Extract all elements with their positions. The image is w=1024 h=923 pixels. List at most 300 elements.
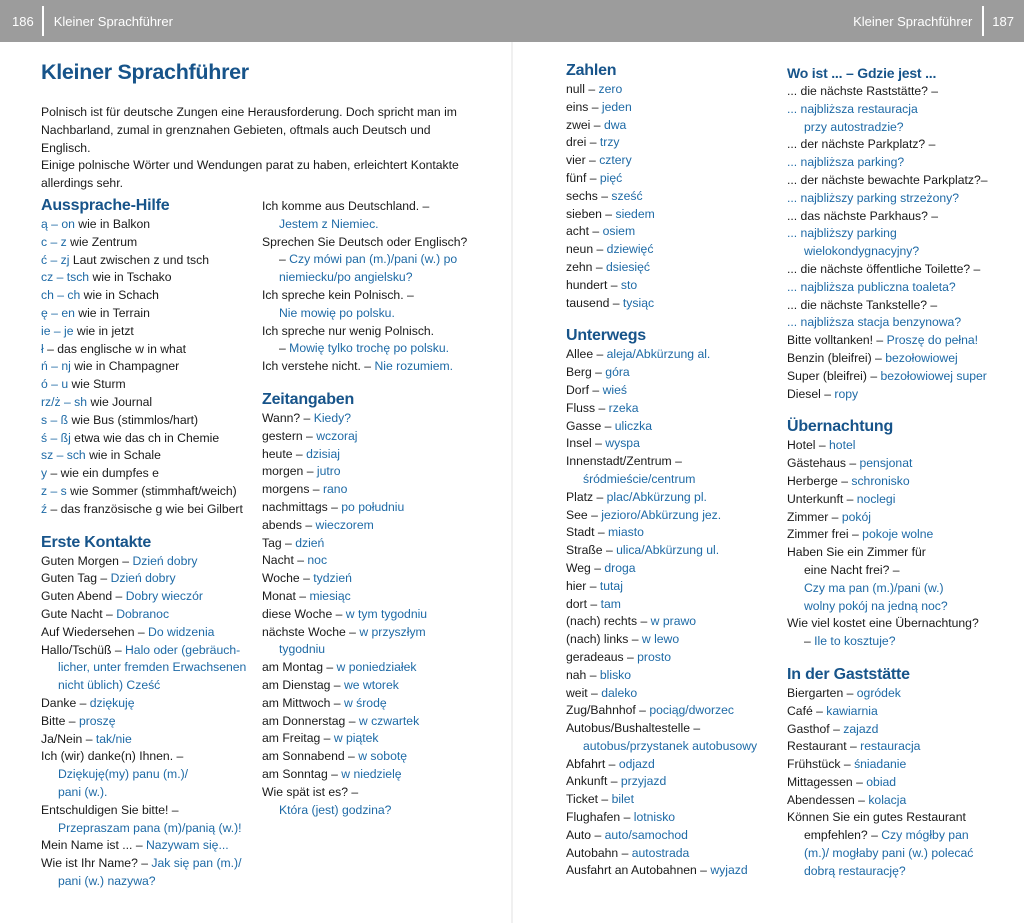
intro-line: Nachbarland, zumal in grenznahen Gebieten, oftmals auch Deutsch und Englisch. xyxy=(41,122,431,155)
polish-text: kawiarnia xyxy=(826,703,878,718)
polish-text: pokoje wolne xyxy=(862,527,934,542)
phrase-line xyxy=(262,659,477,677)
polish-text: ... najbliższa stacja benzynowa? xyxy=(787,315,962,330)
phrase-line xyxy=(787,83,1012,101)
german-text: Ich komme aus Deutschland. – xyxy=(262,199,430,213)
german-text: Benzin (bleifrei) – xyxy=(787,350,886,365)
phrase-line xyxy=(262,446,477,464)
phrase-line xyxy=(787,136,1012,154)
phrase-line xyxy=(787,685,1012,703)
polish-text: w poniedziałek xyxy=(336,660,417,675)
polish-text: autostrada xyxy=(631,845,690,860)
german-text: wie in Schale xyxy=(85,448,161,463)
phrase-line xyxy=(787,827,1012,845)
polish-text: Jestem z Niemiec. xyxy=(279,216,379,231)
phrase-line xyxy=(566,702,781,720)
phrase-line xyxy=(41,784,256,802)
polish-text: pensjonat xyxy=(859,456,913,471)
phrase-line xyxy=(262,287,477,305)
phrase-line xyxy=(566,631,781,649)
phrase-line xyxy=(787,721,1012,739)
phrase-line xyxy=(566,578,781,596)
phrase-line xyxy=(262,340,477,358)
phrase-line xyxy=(41,358,256,376)
german-text: – xyxy=(804,634,815,649)
german-text: Ich (wir) danke(n) Ihnen. – xyxy=(41,749,184,764)
phrase-line xyxy=(262,641,477,659)
polish-text: ę – en xyxy=(41,305,75,320)
polish-text: Dzień dobry xyxy=(132,553,198,568)
german-text: Diesel – xyxy=(787,386,835,401)
phrase-line xyxy=(787,526,1012,544)
polish-text: Dzień dobry xyxy=(110,571,176,586)
german-text: Auto – xyxy=(566,827,605,842)
phrase-line xyxy=(566,685,781,703)
polish-text: noclegi xyxy=(856,491,896,506)
german-text: wie Journal xyxy=(87,394,153,409)
phrase-line xyxy=(566,346,781,364)
polish-text: tysiąc xyxy=(622,295,655,310)
phrase-line xyxy=(566,188,781,206)
polish-text: miesiąc xyxy=(309,588,351,603)
german-text: Ankunft – xyxy=(566,774,621,789)
german-text: sechs – xyxy=(566,188,612,203)
polish-text: góra xyxy=(605,365,630,380)
phrase-line xyxy=(566,560,781,578)
phrase-line xyxy=(787,774,1012,792)
phrase-line xyxy=(566,773,781,791)
phrase-line xyxy=(41,873,256,891)
german-text: Abendessen – xyxy=(787,792,869,807)
german-text: ... das nächste Parkhaus? – xyxy=(787,208,939,223)
phrase-line xyxy=(262,428,477,446)
polish-text: tam xyxy=(600,596,621,611)
polish-text: trzy xyxy=(599,135,620,150)
polish-text: w lewo xyxy=(641,632,680,647)
phrase-line xyxy=(262,784,477,802)
polish-text: ł xyxy=(41,341,44,356)
phrase-line xyxy=(566,809,781,827)
phrase-line xyxy=(787,314,1012,332)
phrase-line xyxy=(41,234,256,252)
phrase-line xyxy=(41,766,256,784)
phrase-line xyxy=(566,649,781,667)
right-running-title: Kleiner Sprachführer xyxy=(853,13,973,29)
german-text: (nach) links – xyxy=(566,632,642,647)
german-text: – das französische g wie bei Gilbert xyxy=(47,501,243,516)
phrase-line xyxy=(787,455,1012,473)
polish-text: kolacja xyxy=(868,792,907,807)
german-text: gestern – xyxy=(262,428,317,443)
phrase-line xyxy=(41,659,256,677)
polish-text: z – s xyxy=(41,483,67,498)
polish-text: proszę xyxy=(78,713,116,728)
polish-text: wyjazd xyxy=(710,863,748,878)
german-text: zwei – xyxy=(566,117,604,132)
german-text: Können Sie ein gutes Restaurant xyxy=(787,810,966,825)
polish-text: ropy xyxy=(834,386,859,401)
polish-text: sto xyxy=(620,277,638,292)
polish-text: c – z xyxy=(41,234,67,249)
german-text: Auf Wiedersehen – xyxy=(41,624,149,639)
phrase-line xyxy=(262,216,477,234)
german-text: hundert – xyxy=(566,277,621,292)
phrase-line xyxy=(41,287,256,305)
left-page-header xyxy=(0,0,512,42)
polish-text: bezołowiowej xyxy=(885,350,958,365)
phrase-line xyxy=(787,172,1012,190)
polish-text: ... najbliższy parking xyxy=(787,226,897,241)
polish-text: Nazywam się... xyxy=(145,838,229,853)
german-text: Bitte – xyxy=(41,713,79,728)
section-heading: Übernachtung xyxy=(787,418,894,436)
phrase-line xyxy=(262,251,477,269)
german-text: Gasse – xyxy=(566,418,615,433)
german-text: Restaurant – xyxy=(787,739,861,754)
german-text: am Mittwoch – xyxy=(262,695,344,710)
german-text: Flughafen – xyxy=(566,810,634,825)
german-text: Straße – xyxy=(566,543,617,558)
german-text: Wie viel kostet eine Übernachtung? xyxy=(787,616,979,631)
phrase-line xyxy=(787,297,1012,315)
phrase-line xyxy=(566,738,781,756)
phrase-line xyxy=(41,483,256,501)
german-text: etwa wie das ch in Chemie xyxy=(70,430,220,445)
phrase-line xyxy=(262,713,477,731)
polish-text: plac/Abkürzung pl. xyxy=(606,489,707,504)
phrase-line xyxy=(566,418,781,436)
phrase-line xyxy=(566,259,781,277)
phrase-line xyxy=(787,190,1012,208)
polish-text: Czy mógłby pan xyxy=(881,828,969,843)
phrase-line xyxy=(262,570,477,588)
polish-text: tygodniu xyxy=(279,642,326,657)
polish-text: ź xyxy=(41,501,48,516)
german-text: null – xyxy=(566,82,599,96)
polish-text: odjazd xyxy=(618,756,655,771)
phrase-line xyxy=(787,368,1012,386)
german-text: Abfahrt – xyxy=(566,756,619,771)
section-heading: In der Gaststätte xyxy=(787,665,910,683)
phrase-line xyxy=(41,570,256,588)
german-text: drei – xyxy=(566,135,600,150)
polish-text: ś – ßj xyxy=(41,430,71,445)
german-text: tausend – xyxy=(566,295,623,310)
polish-text: daleko xyxy=(601,685,638,700)
polish-text: Dziękuję(my) panu (m.)/ xyxy=(58,767,189,782)
phrase-line xyxy=(566,99,781,117)
polish-text: ń – nj xyxy=(41,359,71,374)
polish-text: w niedzielę xyxy=(341,766,402,781)
phrase-line xyxy=(787,101,1012,119)
phrase-line xyxy=(262,766,477,784)
polish-text: dobrą restaurację? xyxy=(804,863,906,878)
intro-line: Einige polnische Wörter und Wendungen parat zu haben, erleichtert Kontakte xyxy=(41,158,459,173)
phrase-line xyxy=(41,216,256,234)
german-text: Biergarten – xyxy=(787,685,857,700)
phrase-line xyxy=(41,731,256,749)
polish-text: auto/samochod xyxy=(604,827,688,842)
german-text: zehn – xyxy=(566,259,606,274)
polish-text: cztery xyxy=(599,153,632,168)
phrase-line xyxy=(566,720,781,738)
left-page-number: 186 xyxy=(12,13,34,29)
book-gutter xyxy=(511,42,513,923)
polish-text: zero xyxy=(598,82,623,96)
polish-text: niemiecku/po angielsku? xyxy=(279,270,413,285)
phrase-line xyxy=(41,606,256,624)
phrase-line xyxy=(787,509,1012,527)
phrase-line xyxy=(262,552,477,570)
polish-text: w środę xyxy=(343,695,387,710)
phrase-line xyxy=(787,437,1012,455)
german-text: Berg – xyxy=(566,365,606,380)
german-text: Guten Abend – xyxy=(41,589,126,604)
german-text: Wie ist Ihr Name? – xyxy=(41,856,152,871)
german-text: Stadt – xyxy=(566,525,609,540)
german-text: am Freitag – xyxy=(262,731,334,746)
polish-text: wczoraj xyxy=(316,428,358,443)
german-text: empfehlen? – xyxy=(804,828,882,843)
phrase-line xyxy=(787,225,1012,243)
german-text: – xyxy=(279,341,290,356)
polish-text: s – ß xyxy=(41,412,69,427)
intro-paragraph xyxy=(41,104,481,193)
phrase-line xyxy=(566,206,781,224)
polish-text: jeden xyxy=(601,99,632,114)
german-text: dort – xyxy=(566,596,601,611)
phrase-line xyxy=(262,517,477,535)
german-text: weit – xyxy=(566,685,602,700)
phrase-line xyxy=(41,501,256,519)
phrase-line xyxy=(41,588,256,606)
german-text: Entschuldigen Sie bitte! – xyxy=(41,802,179,817)
polish-text: w przyszłym xyxy=(359,624,426,639)
polish-text: blisko xyxy=(599,667,632,682)
german-text: wie Sturm xyxy=(68,377,126,392)
polish-text: Nie mowię po polsku. xyxy=(279,305,395,320)
polish-text: aleja/Abkürzung al. xyxy=(606,347,711,362)
polish-text: w czwartek xyxy=(358,713,420,728)
phrase-line xyxy=(787,544,1012,562)
phrase-line xyxy=(262,748,477,766)
german-text: morgens – xyxy=(262,482,323,497)
phrase-line xyxy=(787,792,1012,810)
german-text: hier – xyxy=(566,578,600,593)
german-text: Zimmer frei – xyxy=(787,527,863,542)
german-text: heute – xyxy=(262,446,307,461)
polish-text: przyjazd xyxy=(620,774,667,789)
polish-text: Dobry wieczór xyxy=(125,589,203,604)
phrase-line xyxy=(566,81,781,99)
phrase-line xyxy=(262,677,477,695)
section-spacer xyxy=(566,312,781,326)
german-text: See – xyxy=(566,507,602,522)
phrase-line xyxy=(262,606,477,624)
phrase-line xyxy=(566,134,781,152)
german-text: geradeaus – xyxy=(566,649,638,664)
intro-line: Polnisch ist für deutsche Zungen eine Herausforderung. Doch spricht man im xyxy=(41,105,457,119)
polish-text: przy autostradzie? xyxy=(804,119,904,134)
phrase-line xyxy=(566,542,781,560)
phrase-line xyxy=(787,491,1012,509)
german-text: Dorf – xyxy=(566,382,603,397)
polish-text: Dobranoc xyxy=(116,606,170,621)
left-running-title: Kleiner Sprachführer xyxy=(53,13,173,29)
phrase-line xyxy=(787,243,1012,261)
page-title: Kleiner Sprachführer xyxy=(41,60,249,84)
phrase-line xyxy=(787,863,1012,881)
polish-text: osiem xyxy=(602,224,636,239)
polish-text: Ile to kosztuje? xyxy=(814,634,896,649)
german-text: am Sonntag – xyxy=(262,766,342,781)
polish-text: tydzień xyxy=(313,571,352,586)
phrase-line xyxy=(262,234,477,252)
phrase-line xyxy=(566,862,781,880)
phrase-line xyxy=(787,615,1012,633)
phrase-line xyxy=(566,507,781,525)
german-text: nachmittags – xyxy=(262,499,342,514)
german-text: Ticket – xyxy=(566,792,612,807)
polish-text: restauracja xyxy=(860,739,921,754)
german-text: Mittagessen – xyxy=(787,774,867,789)
polish-text: Która (jest) godzina? xyxy=(279,802,392,817)
phrase-line xyxy=(41,269,256,287)
german-text: am Montag – xyxy=(262,660,337,675)
phrase-line xyxy=(787,154,1012,172)
polish-text: ą – on xyxy=(41,217,75,231)
polish-text: ó – u xyxy=(41,377,69,392)
phrase-line xyxy=(41,252,256,270)
polish-text: wielokondygnacyjny? xyxy=(804,244,920,259)
german-text: am Sonnabend – xyxy=(262,749,359,764)
german-text: wie in jetzt xyxy=(73,323,134,338)
polish-text: w tym tygodniu xyxy=(345,606,428,621)
german-text: acht – xyxy=(566,224,603,239)
polish-text: (m.)/ mogłaby pani (w.) polecać xyxy=(804,846,974,861)
phrase-line xyxy=(262,358,477,376)
polish-text: Halo oder (gebräuch- xyxy=(125,642,241,657)
phrase-line xyxy=(787,350,1012,368)
polish-text: ulica/Abkürzung ul. xyxy=(616,543,720,558)
german-text: Hotel – xyxy=(787,438,830,453)
section-heading: Aussprache-Hilfe xyxy=(41,197,170,214)
polish-text: wieś xyxy=(602,382,627,397)
german-text: Allee – xyxy=(566,347,607,362)
german-text: Nacht – xyxy=(262,553,308,568)
german-text: – wie ein dumpfes e xyxy=(47,466,159,481)
section-heading: Zahlen xyxy=(566,62,617,79)
german-text: wie Sommer (stimmhaft/weich) xyxy=(66,483,237,498)
polish-text: sz – sch xyxy=(41,448,86,463)
polish-text: wieczorem xyxy=(315,517,374,532)
phrase-line xyxy=(41,394,256,412)
german-text: Zug/Bahnhof – xyxy=(566,703,650,718)
polish-text: lotnisko xyxy=(633,810,676,825)
polish-text: hotel xyxy=(829,438,856,453)
polish-text: we wtorek xyxy=(343,677,399,692)
phrase-line xyxy=(41,412,256,430)
column-pronunciation-contacts xyxy=(41,196,256,891)
polish-text: ch – ch xyxy=(41,288,81,303)
phrase-line xyxy=(262,588,477,606)
german-text: Haben Sie ein Zimmer für xyxy=(787,545,926,560)
phrase-line xyxy=(41,820,256,838)
german-text: ... die nächste Raststätte? – xyxy=(787,84,939,98)
polish-text: wolny pokój na jedną noc? xyxy=(804,598,948,613)
phrase-line xyxy=(566,400,781,418)
polish-text: cz – tsch xyxy=(41,270,90,285)
phrase-line xyxy=(566,524,781,542)
phrase-line xyxy=(787,703,1012,721)
german-text: Fluss – xyxy=(566,400,609,415)
german-text: eins – xyxy=(566,99,602,114)
german-text: wie in Schach xyxy=(80,288,159,303)
polish-text: tak/nie xyxy=(95,731,132,746)
polish-text: pokój xyxy=(841,509,871,524)
phrase-line xyxy=(262,305,477,323)
phrase-line xyxy=(566,453,781,471)
polish-text: Czy ma pan (m.)/pani (w.) xyxy=(804,580,944,595)
polish-text: ... najbliższa publiczna toaleta? xyxy=(787,279,956,294)
polish-text: licher, unter fremden Erwachsenen xyxy=(58,660,247,675)
phrase-line xyxy=(566,845,781,863)
german-text: vier – xyxy=(566,153,600,168)
german-text: ... der nächste bewachte Parkplatz?– xyxy=(787,172,988,187)
phrase-line xyxy=(787,562,1012,580)
phrase-line xyxy=(41,465,256,483)
phrase-line xyxy=(566,382,781,400)
phrase-line xyxy=(787,279,1012,297)
section-heading: Erste Kontakte xyxy=(41,533,152,551)
german-text: ... der nächste Parkplatz? – xyxy=(787,137,936,152)
polish-text: ... najbliższa restauracja xyxy=(787,101,918,116)
polish-text: Kiedy? xyxy=(313,410,351,425)
german-text: wie in Tschako xyxy=(89,270,172,285)
phrase-line xyxy=(566,489,781,507)
phrase-line xyxy=(787,809,1012,827)
section-spacer xyxy=(787,651,1012,665)
phrase-line xyxy=(566,471,781,489)
polish-text: pięć xyxy=(599,170,623,185)
polish-text: dsiesięć xyxy=(605,259,651,274)
polish-text: Jak się pan (m.)/ xyxy=(151,856,242,871)
polish-text: śródmieście/centrum xyxy=(583,471,696,486)
german-text: Laut zwischen z und tsch xyxy=(69,252,210,267)
polish-text: prosto xyxy=(637,649,672,664)
polish-text: po południu xyxy=(341,499,405,514)
german-text: Insel – xyxy=(566,436,606,451)
polish-text: bilet xyxy=(611,792,634,807)
polish-text: pani (w.). xyxy=(58,784,108,799)
phrase-line xyxy=(41,305,256,323)
german-text: Ausfahrt an Autobahnen – xyxy=(566,863,711,878)
german-text: diese Woche – xyxy=(262,606,346,621)
phrase-line xyxy=(787,598,1012,616)
german-text: neun – xyxy=(566,242,607,257)
phrase-line xyxy=(262,499,477,517)
phrase-line xyxy=(787,756,1012,774)
polish-text: śniadanie xyxy=(854,757,907,772)
phrase-line xyxy=(787,633,1012,651)
column-phrases-time xyxy=(262,198,477,819)
phrase-line xyxy=(566,152,781,170)
german-text: Monat – xyxy=(262,588,310,603)
german-text: nächste Woche – xyxy=(262,624,360,639)
polish-text: uliczka xyxy=(614,418,653,433)
german-text: Guten Morgen – xyxy=(41,553,133,568)
german-text: am Donnerstag – xyxy=(262,713,359,728)
